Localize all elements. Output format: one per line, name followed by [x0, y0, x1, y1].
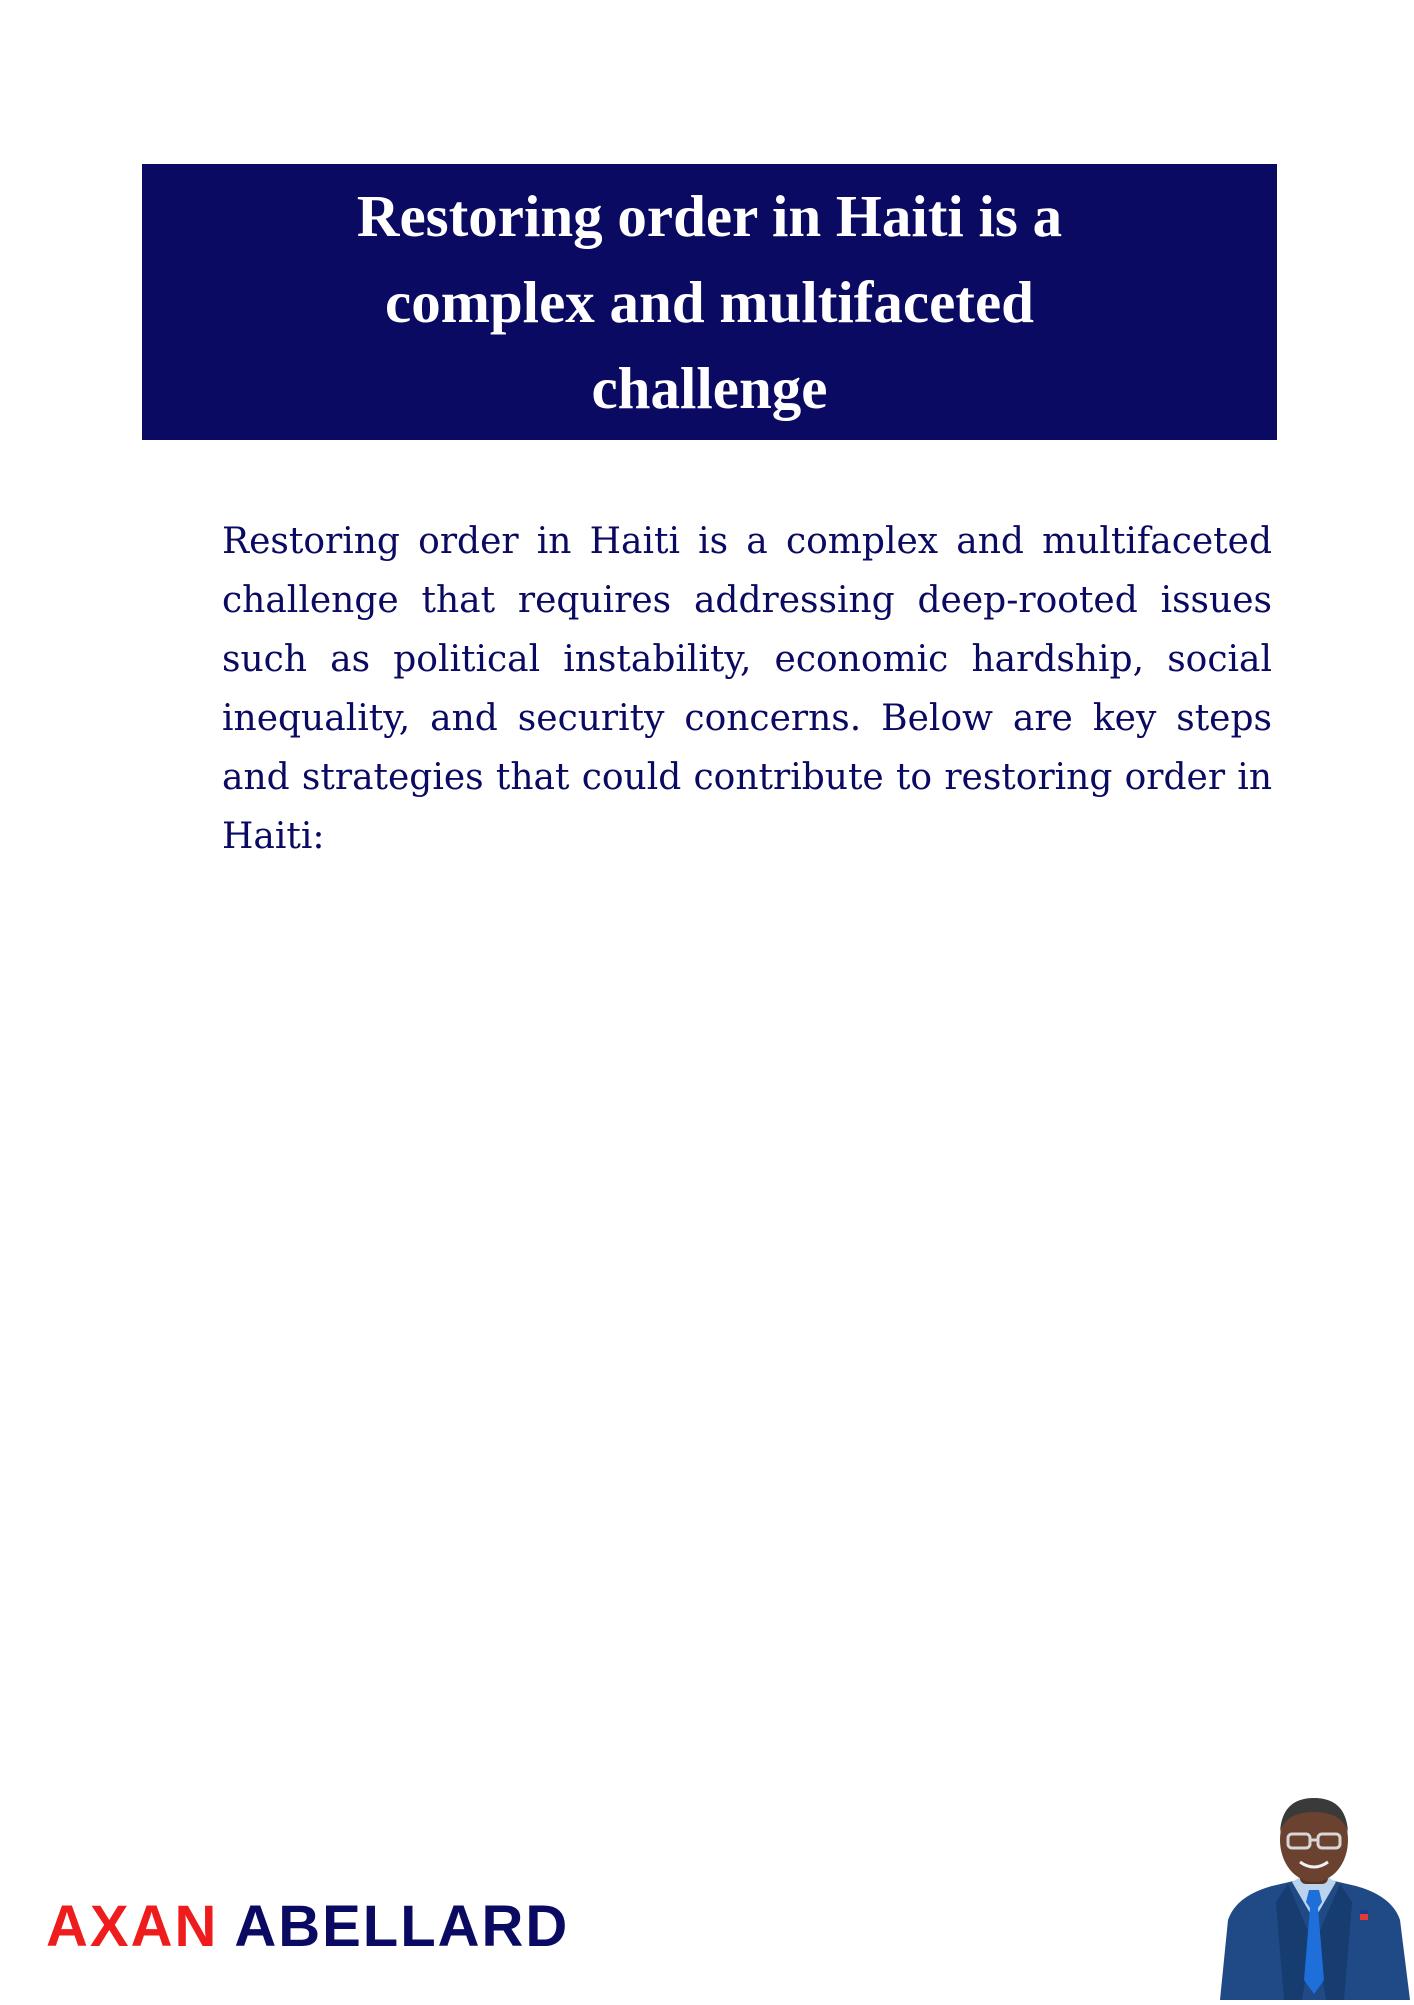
- portrait-graphic: [1214, 1790, 1414, 2000]
- brand-last-name: ABELLARD: [234, 1894, 570, 1959]
- page-title: Restoring order in Haiti is a complex and multifaceted challenge: [356, 183, 1063, 421]
- intro-paragraph: Restoring order in Haiti is a complex and multifaceted challenge that requires addressing deep-rooted issues such as political instability, economic hardship, social inequality, and security concerns. Below are key steps and strategies that could contribute to restoring order in Haiti:: [222, 521, 1272, 857]
- brand-name: [46, 1892, 569, 1962]
- brand-first-name: AXAN: [46, 1894, 219, 1959]
- person-portrait-icon: [1214, 1790, 1414, 2000]
- title-banner: [142, 164, 1277, 440]
